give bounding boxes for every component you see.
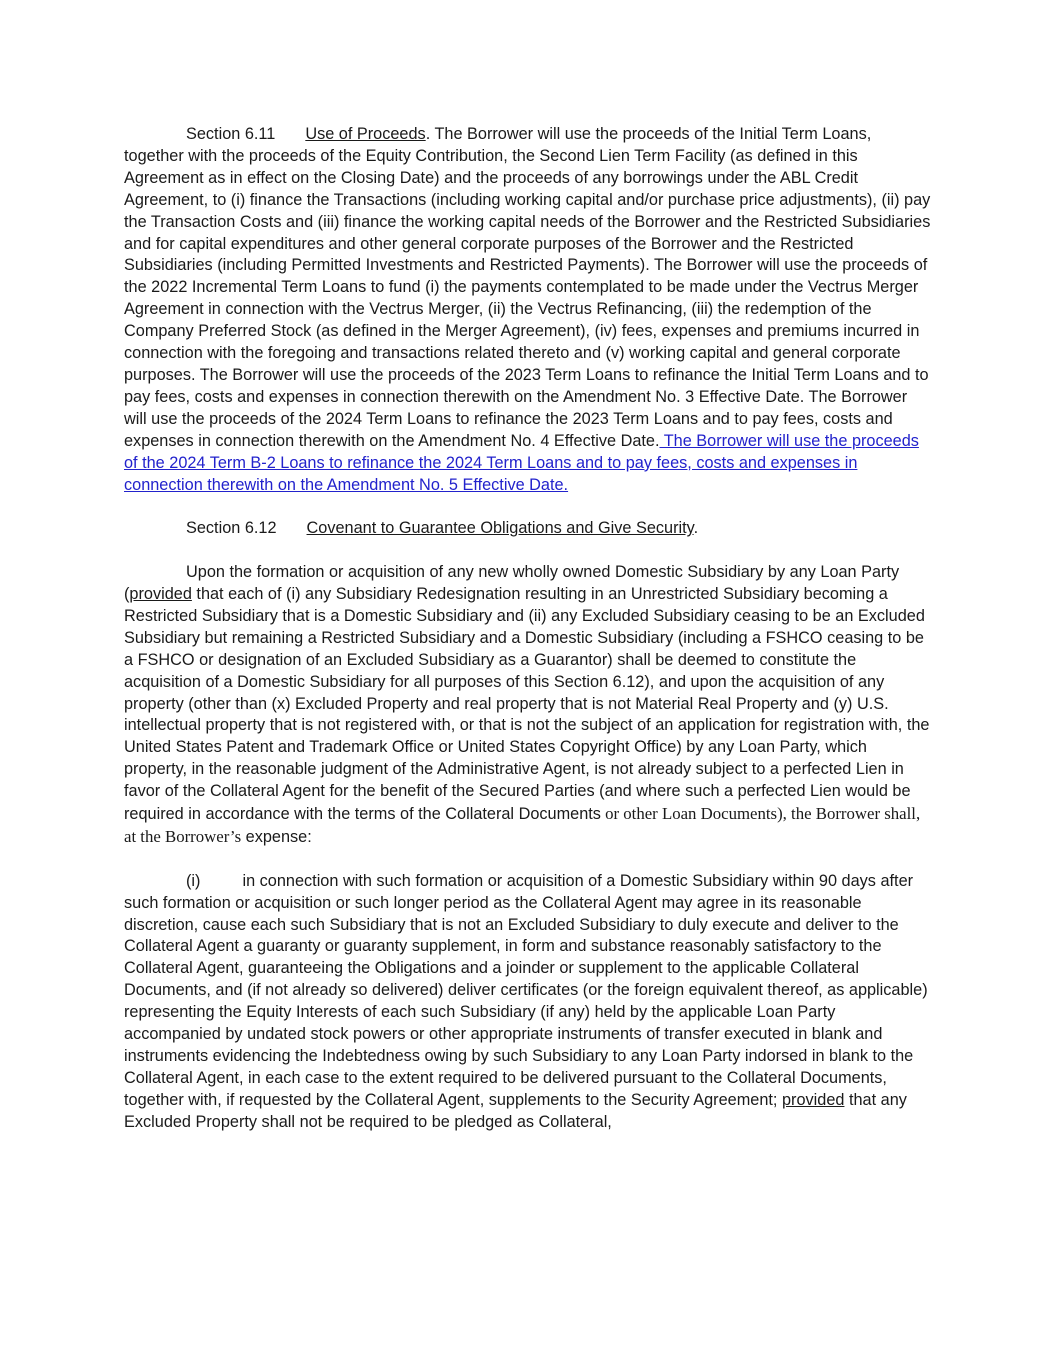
formation-end: expense: xyxy=(241,827,312,846)
document-page xyxy=(124,124,934,1134)
clause-i-paragraph xyxy=(124,871,934,1134)
section-6-11-paragraph xyxy=(124,124,934,496)
section-6-12-number: Section 6.12 xyxy=(186,519,277,538)
section-6-12-title-end: . xyxy=(693,519,699,538)
formation-paragraph xyxy=(124,562,934,849)
section-6-12-title: Covenant to Guarantee Obligations and Give Security xyxy=(306,519,694,538)
section-6-11-title: Use of Proceeds xyxy=(305,125,426,143)
section-6-11-body: The Borrower will use the proceeds of the Initial Term Loans, together with the proceeds of the Equity Contribution, the Second Lien Term Facility (as defined in this Agreement as in effect on the Closing Date) and the proceeds of any borrowings under the ABL Credit Agreement, to (i) finance the Transactions (including working capital and/or purchase price adjustments), (ii) pay the Transaction Costs and (iii) finance the working capital needs of the Borrower and the Restricted Subsidiaries and for capital expenditures and other general corporate purposes of the Borrower and the Restricted Subsidiaries (including Permitted Investments and Restricted Payments). The Borrower will use the proceeds of the 2022 Incremental Term Loans to fund (i) the payments contemplated to be made under the Vectrus Merger Agreement in connection with the Vectrus Merger, (ii) the Vectrus Refinancing, (iii) the redemption of the Company Preferred Stock (as defined in the Merger Agreement), (iv) fees, expenses and premiums incurred in connection with the foregoing and transactions related thereto and (v) working capital and general corporate purposes. The Borrower will use the proceeds of the 2023 Term Loans to refinance the Initial Term Loans and to pay fees, costs and expenses in connection therewith on the Amendment No. 3 Effective Date. The Borrower will use the proceeds of the 2024 Term Loans to refinance the 2023 Term Loans and to pay fees, costs and expenses in connection therewith on the Amendment No. 4 Effective Date. xyxy=(124,125,931,450)
section-6-12-heading xyxy=(124,518,934,540)
section-6-11-number: Section 6.11 xyxy=(186,125,276,143)
section-6-11-title-end: . xyxy=(425,125,431,143)
clause-i-end: that any Excluded Property shall not be required to be pledged as Collateral, xyxy=(124,1090,907,1131)
inserted-amendment-text: The Borrower will use the proceeds of the 2024 Term B-2 Loans to refinance the 2024 Term Loans and to pay fees, costs and expenses in connection therewith on the Amendment No. 5 Effective Date. xyxy=(124,431,919,494)
formation-lead: Upon the formation or acquisition of any new wholly owned Domestic Subsidiary by any Loan Party ( xyxy=(124,563,900,603)
formation-body: that each of (i) any Subsidiary Redesignation resulting in an Unrestricted Subsidiary becoming a Restricted Subsidiary that is a Domestic Subsidiary and (ii) any Excluded Subsidiary ceasing to be an Excluded Subsidiary but remaining a Restricted Subsidiary and a Domestic Subsidiary (including a FSHCO ceasing to be a FSHCO or designation of an Excluded Subsidiary as a Guarantor) shall be deemed to constitute the acquisition of a Domestic Subsidiary for all purposes of this Section 6.12), and upon the acquisition of any property (other than (x) Excluded Property and real property that is not Material Real Property and (y) U.S. intellectual property that is not registered with, or that is not the subject of an application for registration with, the United States Patent and Trademark Office or United States Copyright Office) by any Loan Party, which property, in the reasonable judgment of the Administrative Agent, is not already subject to a perfected Lien in favor of the Collateral Agent for the benefit of the Secured Parties (and where such a perfected Lien would be required in accordance with the terms of the Collateral Documents xyxy=(124,585,930,824)
clause-i-provided: provided xyxy=(781,1090,845,1109)
formation-serif-tail: or other Loan Documents), the Borrower shall, at the Borrower’s xyxy=(124,804,921,846)
formation-provided: provided xyxy=(129,585,192,603)
clause-i-body: in connection with such formation or acquisition of a Domestic Subsidiary within 90 days after such formation or acquisition or such longer period as the Collateral Agent may agree in its reasonable discretion, cause each such Subsidiary that is not an Excluded Subsidiary to duly execute and deliver to the Collateral Agent a guaranty or guaranty supplement, in form and substance reasonably satisfactory to the Collateral Agent, guaranteeing the Obligations and a joinder or supplement to the applicable Collateral Documents, and (if not already so delivered) deliver certificates (or the foreign equivalent thereof, as applicable) representing the Equity Interests of each such Subsidiary (if any) held by the applicable Loan Party accompanied by undated stock powers or other appropriate instruments of transfer executed in blank and instruments evidencing the Indebtedness owing by such Subsidiary to any Loan Party indorsed in blank to the Collateral Agent, in each case to the extent required to be delivered pursuant to the Collateral Documents, together with, if requested by the Collateral Agent, supplements to the Security Agreement; xyxy=(124,871,928,1109)
clause-i-label: (i) xyxy=(186,871,201,890)
